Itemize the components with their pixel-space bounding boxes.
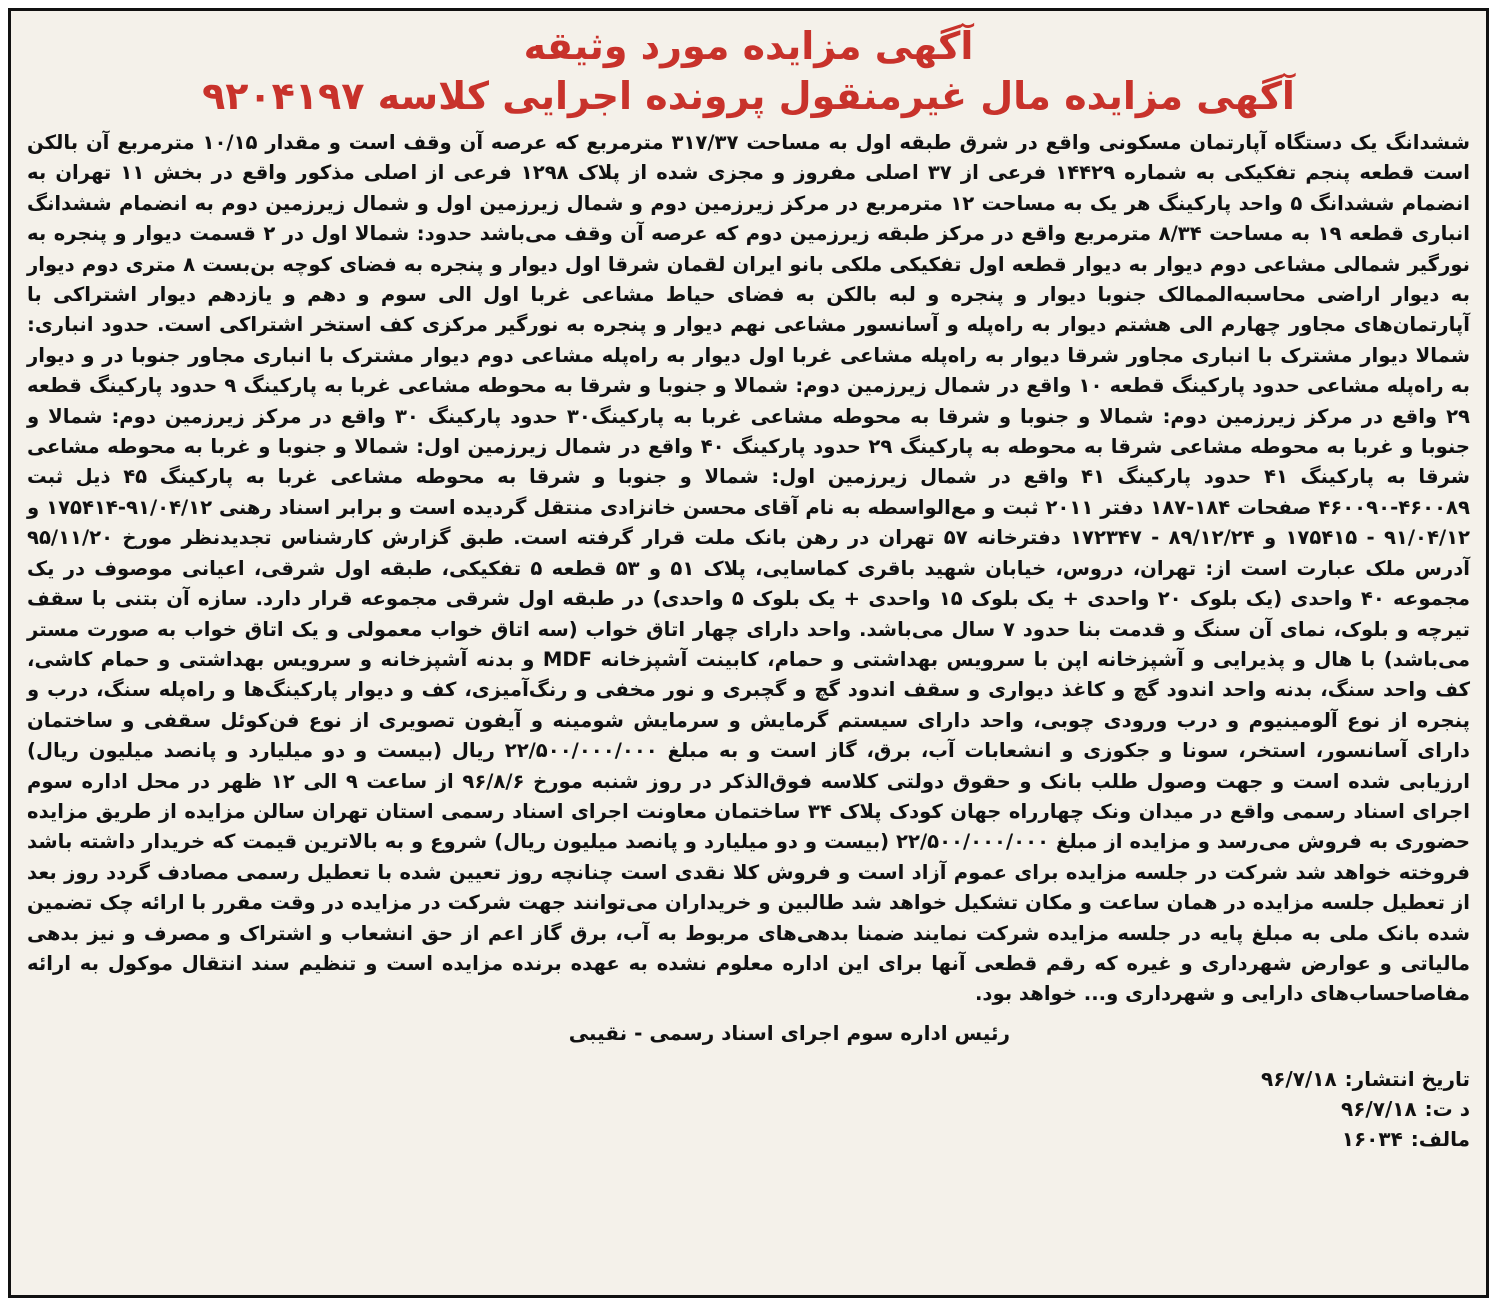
- notice-title: آگهی مزایده مورد وثیقه: [523, 24, 974, 68]
- publication-info: [27, 1064, 1470, 1154]
- dt-row: [27, 1094, 1470, 1124]
- signature: رئیس اداره سوم اجرای اسناد رسمی - نقیبی: [568, 1020, 1010, 1045]
- notice-body: ششدانگ یک دستگاه آپارتمان مسکونی واقع در شرق طبقه اول به مساحت ۳۱۷/۳۷ مترمربع که عرصه آن وقف است و مقدار ۱۰/۱۵ مترمربع آن بالکن است قطعه پنجم تفکیکی به شماره ۱۴۴۲۹ فرعی از ۳۷ اصلی مفروز و مجزی شده از پلاک ۱۲۹۸ فرعی از اصلی مذکور واقع در بخش ۱۱ تهران به انضمام ششدانگ ۵ واحد پارکینگ هر یک به مساحت ۱۲ مترمربع در مرکز زیرزمین دوم و شمال زیرزمین اول و شمال زیرزمین دوم به انضمام ششدانگ انباری قطعه ۱۹ به مساحت ۸/۳۴ مترمربع واقع در مرکز طبقه زیرزمین دوم که عرصه آن وقف می‌باشد حدود: شمالا اول در ۲ قسمت دیوار و پنجره به نورگیر شمالی مشاعی دوم دیوار به دیوار قطعه اول تفکیکی ملکی بانو ایران لقمان شرقا اول دیوار و پنجره به فضای کوچه بن‌بست ۸ متری دوم دیوار به دیوار اراضی محاسبه‌الممالک جنوبا دیوار و پنجره و لبه بالکن به فضای حیاط مشاعی غربا اول الی سوم و دهم و یازدهم دیوار اشتراکی با آپارتمان‌های مجاور چهارم الی هشتم دیوار به راه‌پله و آسانسور مشاعی نهم دیوار و پنجره به نورگیر مرکزی کف استخر اشتراکی است. حدود انباری: شمالا دیوار مشترک با انباری مجاور شرقا دیوار به راه‌پله مشاعی غربا اول دیوار به راه‌پله مشاعی دوم دیوار مشترک با انباری مجاور جنوبا در و دیوار به راه‌پله مشاعی حدود پارکینگ قطعه ۱۰ واقع در شمال زیرزمین دوم: شمالا و جنوبا و شرقا به محوطه مشاعی غربا به پارکینگ ۹ حدود پارکینگ قطعه ۲۹ واقع در مرکز زیرزمین دوم: شمالا و جنوبا و شرقا به محوطه مشاعی غربا به پارکینگ۳۰ حدود پارکینگ ۳۰ واقع در مرکز زیرزمین دوم: شمالا و جنوبا و غربا به محوطه مشاعی شرقا به محوطه به پارکینگ ۲۹ حدود پارکینگ ۴۰ واقع در شمال زیرزمین اول: شمالا و جنوبا و غربا به محوطه مشاعی شرقا به پارکینگ ۴۱ حدود پارکینگ ۴۱ واقع در شمال زیرزمین اول: شمالا و جنوبا و شرقا به محوطه مشاعی غربا به پارکینگ ۴۵ ذیل ثبت ۴۶۰۰۸۹-۴۶۰۰۹۰ صفحات ۱۸۴-۱۸۷ دفتر ۲۰۱۱ ثبت و مع‌الواسطه به نام آقای محسن خانزادی منتقل گردیده است و برابر اسناد رهنی ۹۱/۰۴/۱۲-۱۷۵۴۱۴ و ۹۱/۰۴/۱۲ - ۱۷۵۴۱۵ و ۸۹/۱۲/۲۴ - ۱۷۲۳۴۷ دفترخانه ۵۷ تهران در رهن بانک ملت قرار گرفته است. طبق گزارش کارشناس تجدیدنظر مورخ ۹۵/۱۱/۲۰ آدرس ملک عبارت است از: تهران، دروس، خیابان شهید باقری کماسایی، پلاک ۵۱ و ۵۳ قطعه ۵ تفکیکی، طبقه اول شرقی، اعیانی موصوف در یک مجموعه ۴۰ واحدی (یک بلوک ۲۰ واحدی + یک بلوک ۱۵ واحدی + یک بلوک ۵ واحدی) در طبقه اول شرقی مجموعه قرار دارد. سازه آن بتنی با سقف تیرچه و بلوک، نمای آن سنگ و قدمت بنا حدود ۷ سال می‌باشد. واحد دارای چهار اتاق خواب (سه اتاق خواب معمولی و یک اتاق خواب به صورت مستر می‌باشد) با هال و پذیرایی و آشپزخانه اپن با سرویس بهداشتی و حمام، کابینت آشپزخانه MDF و بدنه آشپزخانه و سرویس بهداشتی و حمام کاشی، کف واحد سنگ، بدنه واحد اندود گچ و کاغذ دیواری و سقف اندود گچ و گچبری و نور مخفی و رنگ‌آمیزی، کف و دیوار پارکینگ‌ها و راه‌پله سنگ، درب و پنجره از نوع آلومینیوم و درب ورودی چوبی، واحد دارای سیستم گرمایش و سرمایش شومینه و آیفون تصویری از نوع فن‌کوئل سقفی و ساختمان دارای آسانسور، استخر، سونا و جکوزی و انشعابات آب، برق، گاز است و به مبلغ ۲۲/۵۰۰/۰۰۰/۰۰۰ ریال (بیست و دو میلیارد و پانصد میلیون ریال) ارزیابی شده است و جهت وصول طلب بانک و حقوق دولتی کلاسه فوق‌الذکر در روز شنبه مورخ ۹۶/۸/۶ از ساعت ۹ الی ۱۲ ظهر در محل اداره سوم اجرای اسناد رسمی واقع در میدان ونک چهارراه جهان کودک پلاک ۳۴ ساختمان معاونت اجرای اسناد رسمی استان تهران سالن مزایده از طریق مزایده حضوری به فروش می‌رسد و مزایده از مبلغ ۲۲/۵۰۰/۰۰۰/۰۰۰ (بیست و دو میلیارد و پانصد میلیون ریال) شروع و به بالاترین قیمت که خریدار داشته باشد فروخته خواهد شد شرکت در جلسه مزایده برای عموم آزاد است و فروش کلا نقدی است چنانچه روز تعیین شده با تعطیل رسمی مصادف گردد روز بعد از تعطیل جلسه مزایده در همان ساعت و مکان تشکیل خواهد شد طالبین و خریداران می‌توانند جهت شرکت در مزایده در وقت مقرر با ارائه چک تضمین شده بانک ملی به مبلغ پایه در جلسه مزایده شرکت نمایند ضمنا بدهی‌های مربوط به آب، برق گاز اعم از حق انشعاب و اشتراک و مصرف و نیز بدهی مالیاتی و عوارض شهرداری و غیره که رقم قطعی آنها برای این اداره معلوم نشده به عهده برنده مزایده است و تنظیم سند انتقال موکول به ارائه مفاصاحساب‌های دارایی و شهرداری و... خواهد بود.: [27, 131, 1471, 1006]
- malef-row: [27, 1124, 1470, 1154]
- malef-value: ۱۶۰۳۴: [1341, 1126, 1403, 1151]
- publish-date-row: [27, 1064, 1470, 1094]
- publish-date-value: ۹۶/۷/۱۸: [1261, 1066, 1337, 1091]
- publish-date-label: تاریخ انتشار:: [1344, 1066, 1470, 1091]
- notice-subtitle: آگهی مزایده مال غیرمنقول پرونده اجرایی کلاسه ۹۲۰۴۱۹۷: [202, 73, 1295, 118]
- dt-label: د ت:: [1424, 1096, 1470, 1121]
- malef-label: مالف:: [1410, 1126, 1470, 1151]
- auction-notice: [8, 8, 1489, 1298]
- dt-value: ۹۶/۷/۱۸: [1341, 1096, 1417, 1121]
